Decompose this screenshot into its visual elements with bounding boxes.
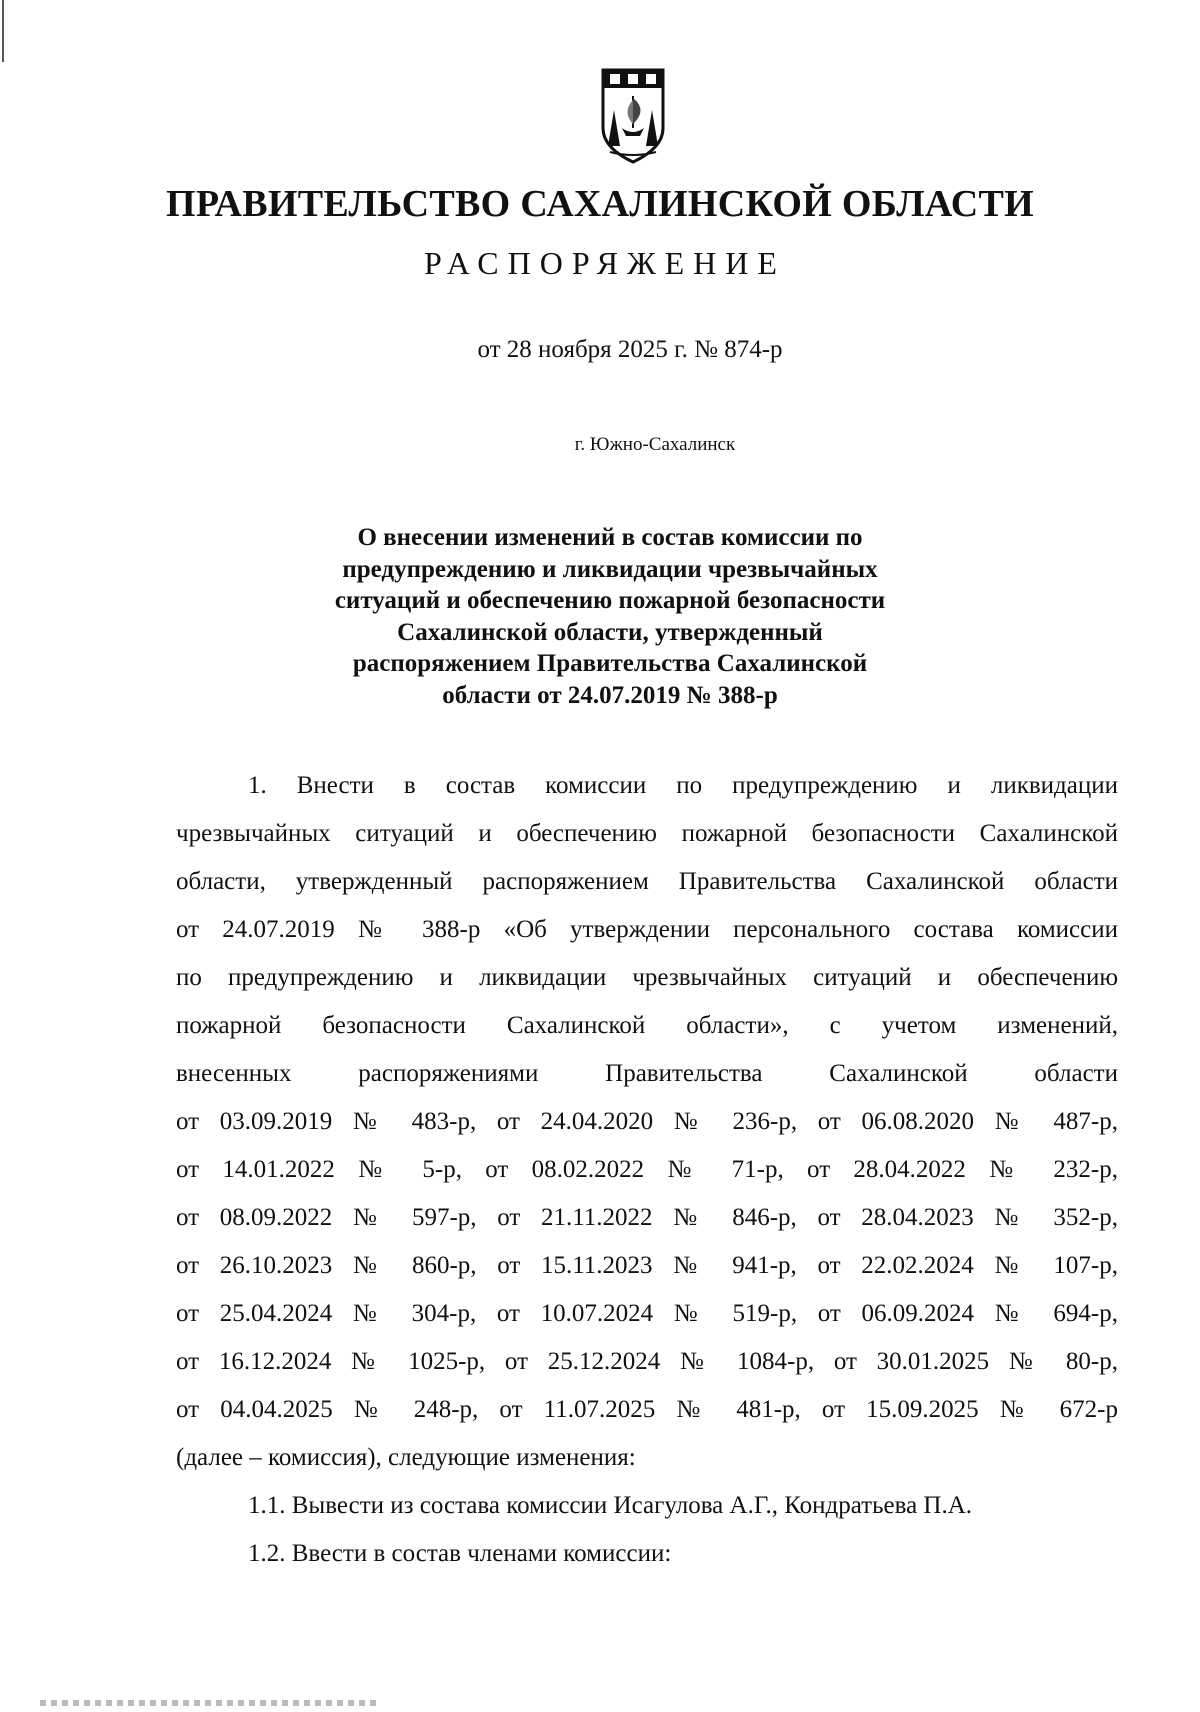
heading-line: Сахалинской области, утвержденный	[397, 618, 823, 646]
scan-footer-marks	[40, 1700, 380, 1706]
sakhalin-coat-of-arms-icon	[600, 66, 666, 166]
heading-line: предупреждению и ликвидации чрезвычайных	[342, 555, 878, 583]
body-line: от 25.04.2024 № 304-р, от 10.07.2024 № 519-р, от 06.09.2024 № 694-р,	[176, 1300, 1118, 1327]
body-line: от 14.01.2022 № 5-р, от 08.02.2022 № 71-р, от 28.04.2022 № 232-р,	[176, 1156, 1118, 1183]
document-body	[176, 762, 1118, 1578]
body-line: 1.1. Вывести из состава комиссии Исагулова А.Г., Кондратьева П.А.	[248, 1492, 973, 1519]
body-line: от 03.09.2019 № 483-р, от 24.04.2020 № 236-р, от 06.08.2020 № 487-р,	[176, 1108, 1118, 1135]
body-line: чрезвычайных ситуаций и обеспечению пожарной безопасности Сахалинской	[176, 820, 1118, 847]
body-line: (далее – комиссия), следующие изменения:	[176, 1444, 636, 1471]
order-date-number: от 28 ноября 2025 г. № 874-р	[477, 336, 783, 363]
body-line: пожарной безопасности Сахалинской области», с учетом изменений,	[176, 1012, 1118, 1039]
body-line: области, утвержденный распоряжением Правительства Сахалинской области	[176, 868, 1118, 895]
heading-line: О внесении изменений в состав комиссии по	[357, 524, 863, 551]
heading-line: ситуаций и обеспечению пожарной безопасности	[334, 587, 886, 614]
issue-city: г. Южно-Сахалинск	[574, 434, 736, 455]
heading-line: распоряжением Правительства Сахалинской	[352, 650, 868, 677]
body-line: 1. Внести в состав комиссии по предупреждению и ликвидации	[248, 772, 1118, 799]
body-line: по предупреждению и ликвидации чрезвычайных ситуаций и обеспечению	[176, 964, 1118, 991]
body-line: от 24.07.2019 № 388-р «Об утверждении персонального состава комиссии	[176, 916, 1118, 943]
heading-line: области от 24.07.2019 № 388-р	[442, 681, 778, 709]
government-title: ПРАВИТЕЛЬСТВО САХАЛИНСКОЙ ОБЛАСТИ	[166, 183, 1034, 225]
body-line: от 26.10.2023 № 860-р, от 15.11.2023 № 941-р, от 22.02.2024 № 107-р,	[176, 1252, 1118, 1279]
body-line: 1.2. Ввести в состав членами комиссии:	[248, 1540, 672, 1567]
document-type-title: РАСПОРЯЖЕНИЕ	[424, 245, 786, 281]
body-line: внесенных распоряжениями Правительства Сахалинской области	[176, 1060, 1118, 1087]
scan-edge-mark	[2, 0, 4, 62]
document-heading	[300, 522, 920, 711]
body-line: от 08.09.2022 № 597-р, от 21.11.2022 № 846-р, от 28.04.2023 № 352-р,	[176, 1204, 1118, 1231]
body-line: от 16.12.2024 № 1025-р, от 25.12.2024 № 1084-р, от 30.01.2025 № 80-р,	[176, 1348, 1118, 1375]
body-line: от 04.04.2025 № 248-р, от 11.07.2025 № 481-р, от 15.09.2025 № 672-р	[176, 1396, 1118, 1423]
